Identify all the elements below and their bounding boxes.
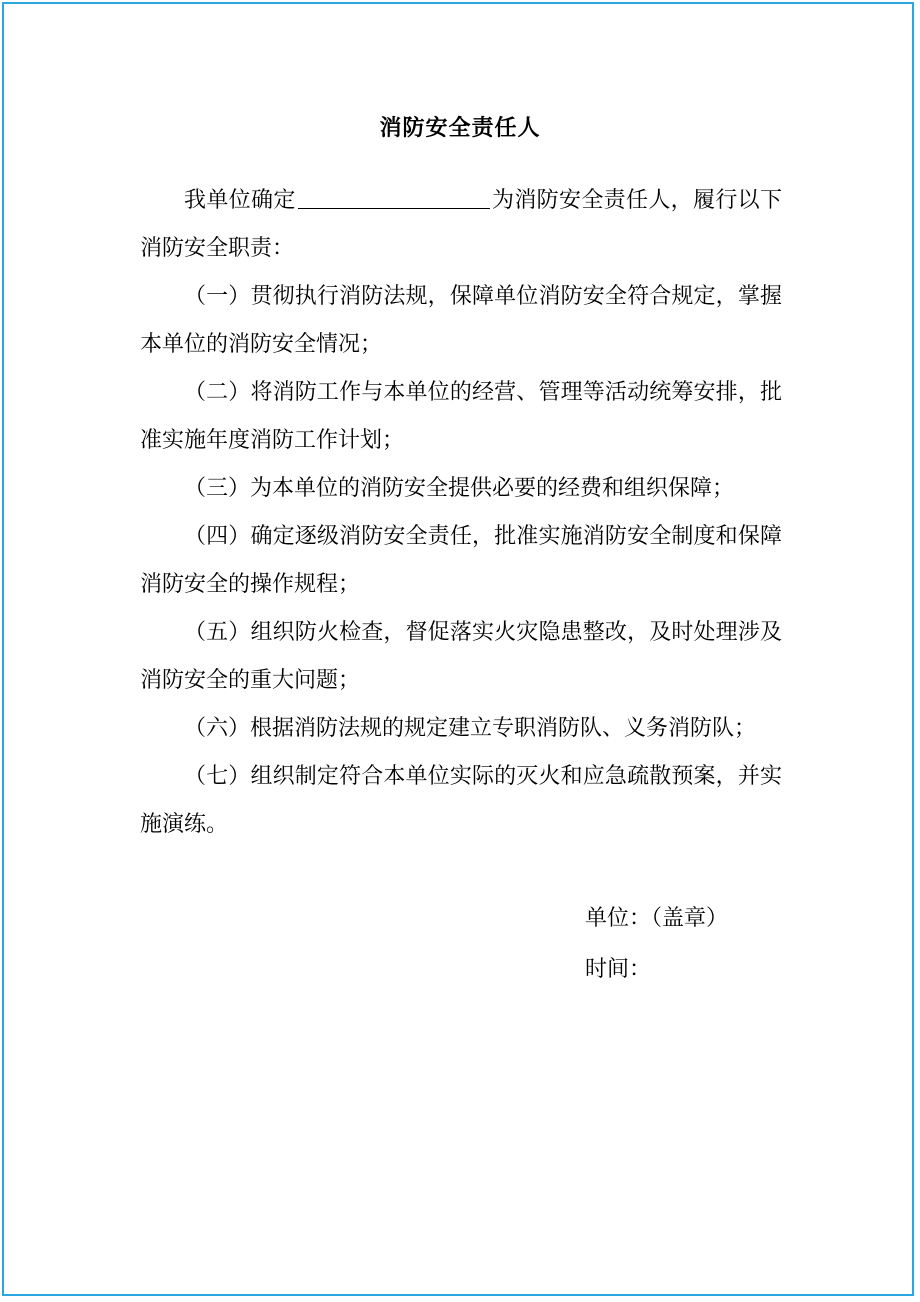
- duty-item-3: （三）为本单位的消防安全提供必要的经费和组织保障；: [184, 476, 735, 501]
- signature-time: 时间：: [585, 957, 652, 982]
- duty-item-5: （五）组织防火检查，督促落实火灾隐患整改，及时处理涉及消防安全的重大问题；: [140, 620, 782, 693]
- intro-after-blank: 为消防安全责任人，履行以下消防安全职责：: [140, 188, 782, 261]
- duty-item-2: （二）将消防工作与本单位的经营、管理等活动统筹安排，批准实施年度消防工作计划；: [140, 380, 782, 453]
- duty-item-4: （四）确定逐级消防安全责任，批准实施消防安全制度和保障消防安全的操作规程；: [140, 524, 782, 597]
- intro-before-blank: 我单位确定: [184, 188, 296, 213]
- intro-paragraph: [140, 177, 782, 273]
- document-title: 消防安全责任人: [379, 116, 541, 141]
- signature-unit-seal: 单位：（盖章）: [585, 906, 729, 931]
- responsible-person-blank[interactable]: [298, 182, 490, 209]
- duty-item-7: （七）组织制定符合本单位实际的灭火和应急疏散预案，并实施演练。: [140, 764, 782, 837]
- duty-item-6: （六）根据消防法规的规定建立专职消防队、义务消防队；: [184, 716, 757, 741]
- document-body: [140, 177, 782, 849]
- duty-item-1: （一）贯彻执行消防法规，保障单位消防安全符合规定，掌握本单位的消防安全情况；: [140, 284, 782, 357]
